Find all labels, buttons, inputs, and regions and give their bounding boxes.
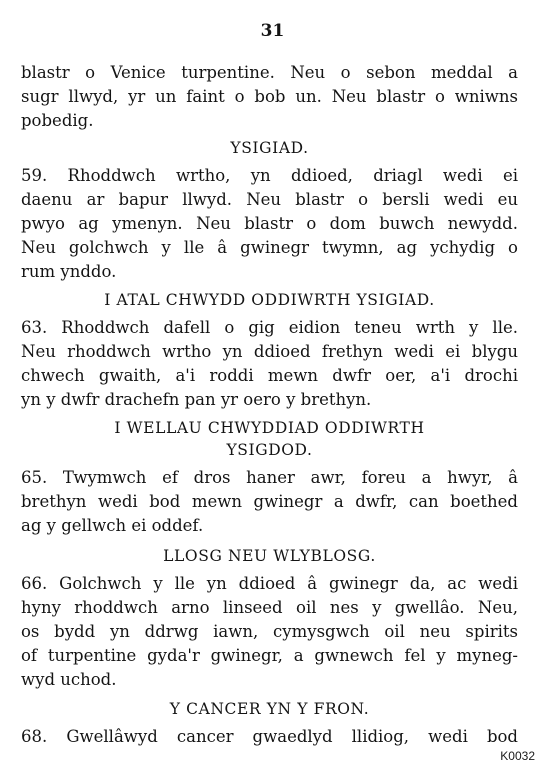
- paragraph-line: blastr o Venice turpentine. Neu o sebon meddal a: [21, 63, 518, 82]
- catalog-id: K0032: [500, 749, 535, 763]
- paragraph-line: rum ynddo.: [21, 262, 117, 281]
- paragraph-line: 66. Golchwch y lle yn ddioed â gwinegr da, ac wedi: [21, 574, 518, 593]
- section-heading: YSIGDOD.: [226, 441, 313, 459]
- paragraph-line: daenu ar bapur llwyd. Neu blastr o bersli wedi eu: [21, 190, 518, 209]
- paragraph-line: chwech gwaith, a'i roddi mewn dwfr oer, a'i drochi: [21, 366, 518, 385]
- section-heading: LLOSG NEU WLYBLOSG.: [163, 547, 376, 565]
- paragraph-line: os bydd yn ddrwg iawn, cymysgwch oil neu spirits: [21, 622, 518, 641]
- paragraph-line: 59. Rhoddwch wrtho, yn ddioed, driagl wedi ei: [21, 166, 518, 185]
- paragraph-line: pwyo ag ymenyn. Neu blastr o dom buwch newydd.: [21, 214, 518, 233]
- paragraph-line: yn y dwfr drachefn pan yr oero y brethyn.: [21, 390, 372, 409]
- paragraph-line: brethyn wedi bod mewn gwinegr a dwfr, can boethed: [21, 492, 518, 511]
- paragraph-line: 68. Gwellâwyd cancer gwaedlyd llidiog, wedi bod: [21, 727, 518, 746]
- section-heading: Y CANCER YN Y FRON.: [169, 700, 370, 718]
- page-number: 31: [260, 21, 285, 41]
- section-heading: YSIGIAD.: [230, 139, 309, 157]
- paragraph-line: ag y gellwch ei oddef.: [21, 516, 204, 535]
- paragraph-line: 63. Rhoddwch dafell o gig eidion teneu wrth y lle.: [21, 318, 518, 337]
- paragraph-line: pobedig.: [21, 111, 94, 130]
- paragraph-line: of turpentine gyda'r gwinegr, a gwnewch fel y myneg-: [21, 646, 518, 665]
- paragraph-line: 65. Twymwch ef dros haner awr, foreu a hwyr, â: [21, 468, 518, 487]
- paragraph-line: hyny rhoddwch arno linseed oil nes y gwellâo. Neu,: [21, 598, 518, 617]
- paragraph-line: Neu rhoddwch wrtho yn ddioed frethyn wedi ei blygu: [21, 342, 518, 361]
- section-heading: I WELLAU CHWYDDIAD ODDIWRTH: [114, 419, 425, 437]
- paragraph-line: Neu golchwch y lle â gwinegr twymn, ag ychydig o: [21, 238, 518, 257]
- paragraph-line: sugr llwyd, yr un faint o bob un. Neu blastr o wniwns: [21, 87, 518, 106]
- paragraph-line: wyd uchod.: [21, 670, 117, 689]
- section-heading: I ATAL CHWYDD ODDIWRTH YSIGIAD.: [104, 291, 435, 309]
